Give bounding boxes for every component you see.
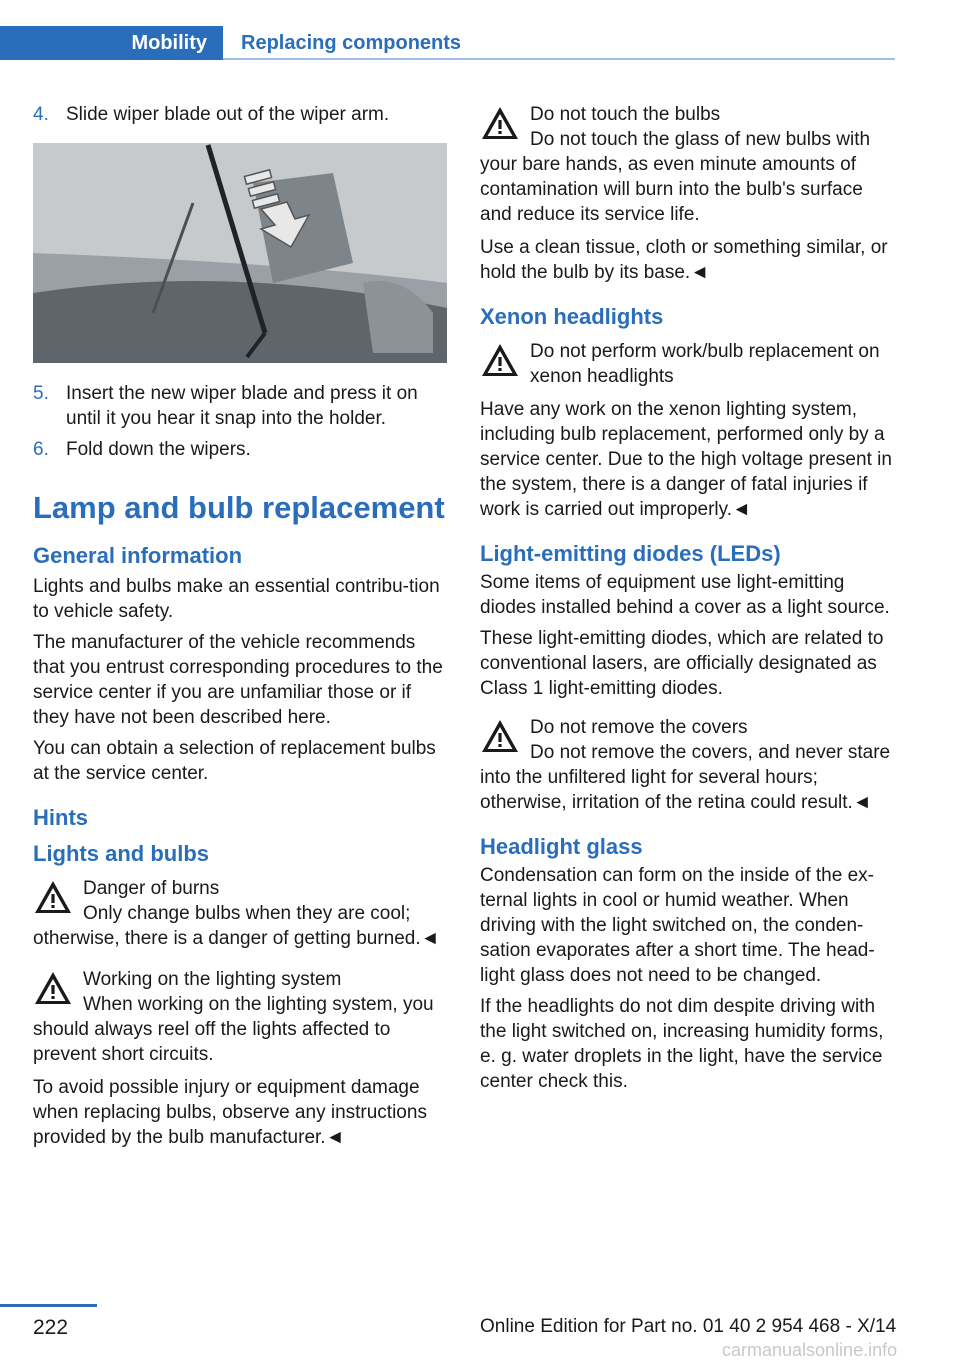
warning-burns — [33, 876, 449, 951]
warning-touch-bulbs — [480, 102, 896, 227]
warning-body: When working on the lighting system, you should always reel off the lights affected to prevent short circuits. — [33, 994, 434, 1065]
paragraph: Have any work on the xenon lighting system, including bulb replacement, performed only by a service center. Due to the high voltage present in the system, there is a danger of fatal injuries if work is carried out improperly.◄ — [480, 399, 892, 520]
wiper-blade-photo — [33, 143, 447, 363]
step-4 — [33, 102, 449, 127]
led-heading: Light-emitting diodes (LEDs) — [480, 541, 781, 566]
paragraph: These light-emitting diodes, which are related to conventional lasers, are officially designated as Class 1 light-emitting diodes. — [480, 628, 884, 699]
paragraph: You can obtain a selection of replacement bulbs at the service center. — [33, 738, 436, 784]
step-text: Slide wiper blade out of the wiper arm. — [66, 104, 390, 125]
warning-triangle-icon — [33, 970, 73, 1006]
step-number: 5. — [33, 383, 49, 404]
step-6 — [33, 437, 449, 462]
warning-title: Danger of burns — [83, 878, 220, 899]
step-number: 6. — [33, 439, 49, 460]
step-text: Insert the new wiper blade and press it on until it you hear it snap into the holder. — [66, 383, 418, 429]
warning-xenon — [480, 339, 896, 389]
step-text: Fold down the wipers. — [66, 439, 251, 460]
warning-body: Only change bulbs when they are cool; otherwise, there is a danger of getting burned.◄ — [33, 903, 440, 949]
warning-triangle-icon — [480, 342, 520, 378]
watermark: carmanualsonline.info — [722, 1340, 898, 1360]
lamp-bulb-heading: Lamp and bulb replacement — [33, 490, 445, 525]
paragraph: Lights and bulbs make an essential contribu-tion to vehicle safety. — [33, 576, 440, 622]
warning-title: Do not touch the bulbs — [530, 104, 721, 125]
footer-rule — [0, 1304, 97, 1307]
edition-label: Online Edition for Part no. 01 40 2 954 468 - X/14 — [480, 1316, 897, 1337]
step-5 — [33, 381, 449, 431]
lights-bulbs-heading: Lights and bulbs — [33, 841, 209, 866]
wiper-illustration — [33, 143, 447, 363]
left-column — [33, 102, 449, 1156]
paragraph: If the headlights do not dim despite driving with the light switched on, increasing humidity forms, e. g. water droplets in the light, have the service center check this. — [480, 996, 884, 1092]
paragraph: Condensation can form on the inside of the ex-ternal lights in cool or humid weather. When driving with the light switched on, the conden-sation evaporates after a short time. The head-light glass does not need to be changed. — [480, 865, 875, 986]
warning-title: Do not perform work/bulb replacement on xenon headlights — [530, 341, 880, 387]
warning-title: Do not remove the covers — [530, 717, 748, 738]
hints-heading: Hints — [33, 805, 88, 830]
right-column — [480, 102, 896, 1100]
warning-lighting-system — [33, 967, 449, 1067]
warning-body: Do not touch the glass of new bulbs with your bare hands, as even minute amounts of contamination will burn into the bulb's surface and reduce its service life. — [480, 129, 871, 225]
step-number: 4. — [33, 104, 49, 125]
paragraph: The manufacturer of the vehicle recommends that you entrust corresponding procedures to the service center if you are unfamiliar those or if they have not been described here. — [33, 632, 443, 728]
warning-triangle-icon — [33, 879, 73, 915]
headlight-glass-heading: Headlight glass — [480, 834, 643, 859]
paragraph: Use a clean tissue, cloth or something similar, or hold the bulb by its base.◄ — [480, 237, 888, 283]
header-subsection-tab: Replacing components — [223, 26, 895, 60]
warning-triangle-icon — [480, 105, 520, 141]
page-header — [0, 26, 895, 62]
paragraph: To avoid possible injury or equipment damage when replacing bulbs, observe any instructions provided by the bulb manufacturer.◄ — [33, 1077, 427, 1148]
header-section-tab: Mobility — [0, 26, 223, 60]
general-info-heading: General information — [33, 543, 243, 568]
page-number: 222 — [33, 1316, 69, 1339]
xenon-heading: Xenon headlights — [480, 304, 664, 329]
warning-covers — [480, 715, 896, 815]
warning-triangle-icon — [480, 718, 520, 754]
warning-title: Working on the lighting system — [83, 969, 342, 990]
warning-body: Do not remove the covers, and never stare into the unfiltered light for several hours; otherwise, irritation of the retina could result.◄ — [480, 742, 891, 813]
paragraph: Some items of equipment use light-emitting diodes installed behind a cover as a light source. — [480, 572, 890, 618]
